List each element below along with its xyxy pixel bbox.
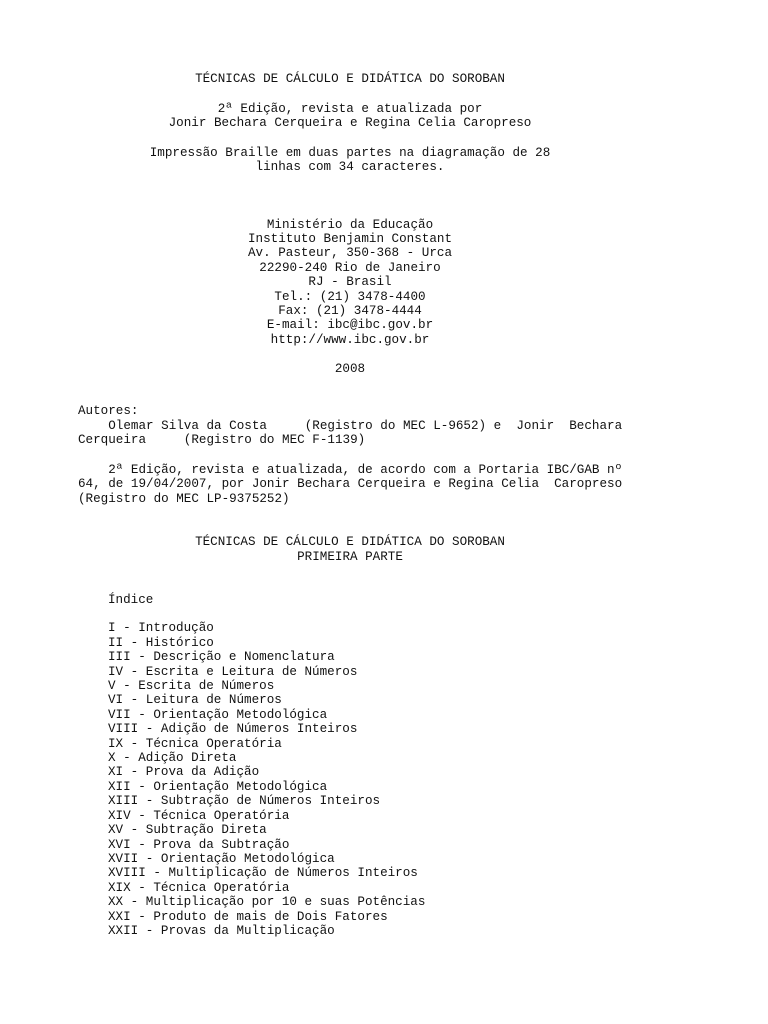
index-item: XV - Subtração Direta — [108, 823, 267, 837]
index-item: II - Histórico — [108, 636, 214, 650]
index-item: XXI - Produto de mais de Dois Fatores — [108, 910, 388, 924]
index-item: I - Introdução — [108, 621, 214, 635]
index-item: XIV - Técnica Operatória — [108, 809, 290, 823]
index-item: IV - Escrita e Leitura de Números — [108, 665, 358, 679]
index-item: XVI - Prova da Subtração — [108, 838, 290, 852]
institution-city: 22290-240 Rio de Janeiro — [259, 261, 441, 275]
index-item: VII - Orientação Metodológica — [108, 708, 328, 722]
braille-line: Impressão Braille em duas partes na diagramação de 28 — [149, 146, 551, 160]
index-item: IX - Técnica Operatória — [108, 737, 282, 751]
index-item: VIII - Adição de Números Inteiros — [108, 722, 358, 736]
index-item: XI - Prova da Adição — [108, 765, 260, 779]
edition-line: 2ª Edição, revista e atualizada por — [217, 102, 483, 116]
index-item: V - Escrita de Números — [108, 679, 275, 693]
index-item: XX - Multiplicação por 10 e suas Potências — [108, 895, 426, 909]
institution-fax: Fax: (21) 3478-4444 — [278, 304, 422, 318]
index-item: XIX - Técnica Operatória — [108, 881, 290, 895]
institution-phone: Tel.: (21) 3478-4400 — [274, 290, 426, 304]
edition-note-line-1: 2ª Edição, revista e atualizada, de acordo com a Portaria IBC/GAB nº — [78, 463, 623, 477]
index-item: XVII - Orientação Metodológica — [108, 852, 335, 866]
part-title: TÉCNICAS DE CÁLCULO E DIDÁTICA DO SOROBAN — [195, 535, 505, 549]
institution-state: RJ - Brasil — [308, 275, 392, 289]
index-item: VI - Leitura de Números — [108, 693, 282, 707]
index-item: XVIII - Multiplicação de Números Inteiros — [108, 866, 418, 880]
authors-label: Autores: — [78, 404, 139, 418]
index-item: X - Adição Direta — [108, 751, 237, 765]
index-item: XXII - Provas da Multiplicação — [108, 924, 335, 938]
edition-note-line-3: (Registro do MEC LP-9375252) — [78, 492, 290, 506]
institution-name: Instituto Benjamin Constant — [247, 232, 453, 246]
edition-note-line-2: 64, de 19/04/2007, por Jonir Bechara Cerqueira e Regina Celia Caropreso — [78, 477, 623, 491]
index-item: III - Descrição e Nomenclatura — [108, 650, 335, 664]
index-item: XII - Orientação Metodológica — [108, 780, 328, 794]
edition-authors-line: Jonir Bechara Cerqueira e Regina Celia Caropreso — [168, 116, 532, 130]
index-heading: Índice — [108, 593, 154, 607]
ministry-name: Ministério da Educação — [266, 218, 434, 232]
authors-line-2: Cerqueira (Registro do MEC F-1139) — [78, 433, 366, 447]
institution-street: Av. Pasteur, 350-368 - Urca — [247, 246, 453, 260]
braille-line-2: linhas com 34 caracteres. — [255, 160, 445, 174]
institution-website: http://www.ibc.gov.br — [270, 333, 430, 347]
institution-email: E-mail: ibc@ibc.gov.br — [266, 318, 434, 332]
part-subtitle: PRIMEIRA PARTE — [297, 550, 403, 564]
authors-line-1: Olemar Silva da Costa (Registro do MEC L-9652) e Jonir Bechara — [78, 419, 623, 433]
index-item: XIII - Subtração de Números Inteiros — [108, 794, 381, 808]
document-title: TÉCNICAS DE CÁLCULO E DIDÁTICA DO SOROBAN — [195, 72, 505, 86]
publication-year: 2008 — [334, 362, 366, 376]
